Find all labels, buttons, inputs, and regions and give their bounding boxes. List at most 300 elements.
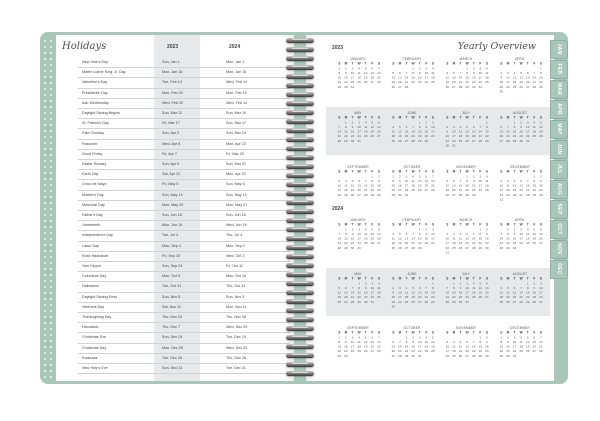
day-number: 26 — [445, 84, 450, 89]
day-number: 11 — [364, 125, 368, 129]
day-number: 28 — [424, 299, 429, 304]
day-number: 6 — [345, 286, 347, 290]
spiral-ring — [286, 38, 314, 43]
day-number: 9 — [520, 125, 522, 129]
holiday-name: Martin Luther King, Jr. Day — [82, 70, 126, 75]
weekday-letter: F — [371, 222, 374, 227]
day-number: 17 — [350, 344, 355, 349]
weekday-letter: W — [357, 61, 361, 66]
row-divider — [78, 200, 290, 201]
holiday-date-2024: Mon, May 27 — [226, 202, 248, 207]
weekday-letter: T — [351, 169, 354, 174]
day-number: 4 — [453, 232, 455, 236]
day-number: 4 — [507, 179, 509, 183]
weekday-letter: F — [425, 169, 428, 174]
day-number: 18 — [363, 129, 368, 134]
day-number: 6 — [453, 179, 455, 183]
mini-month-july — [442, 111, 490, 145]
day-number: 16 — [485, 236, 489, 241]
month-name: FEBRUARY — [402, 218, 422, 222]
weekday-letter: W — [519, 222, 523, 227]
spiral-ring — [286, 236, 314, 241]
day-number: 18 — [357, 75, 361, 80]
day-number: 22 — [417, 241, 422, 246]
day-number: 6 — [392, 340, 395, 344]
day-number: 30 — [398, 192, 402, 197]
day-number: 20 — [485, 290, 489, 295]
weekday-letter: M — [344, 169, 348, 174]
day-number: 18 — [532, 129, 537, 134]
weekday-letter: S — [377, 330, 380, 335]
mini-month-november — [442, 165, 490, 199]
month-tab-dec[interactable] — [550, 260, 568, 279]
month-tab-jan[interactable] — [550, 40, 568, 59]
day-number: 23 — [512, 241, 517, 246]
month-name: SEPTEMBER — [347, 165, 369, 169]
weekday-letter: T — [405, 169, 408, 174]
month-grid — [334, 276, 382, 308]
holiday-name: Valentine's Day — [82, 80, 108, 85]
weekday-letter: S — [485, 222, 488, 227]
mini-month-july — [442, 272, 490, 306]
day-number: 12 — [411, 290, 415, 295]
month-grid — [442, 330, 490, 362]
day-number: 13 — [465, 236, 469, 241]
month-tab-label: FEB — [556, 63, 562, 75]
day-number: 1 — [479, 335, 482, 340]
day-number: 12 — [458, 236, 463, 241]
month-grid — [388, 330, 436, 362]
holiday-date-2023: Wed, Apr 5 — [162, 141, 181, 146]
day-number: 8 — [345, 125, 347, 129]
yearly-overview-page — [306, 35, 554, 381]
weekday-letter: T — [513, 330, 516, 335]
month-tab-apr[interactable] — [550, 100, 568, 119]
day-number: 14 — [431, 179, 435, 183]
spiral-ring — [286, 164, 314, 169]
day-number: 25 — [391, 138, 396, 143]
weekday-letter: F — [371, 115, 374, 120]
day-number: 24 — [445, 353, 450, 358]
day-number: 13 — [377, 125, 381, 129]
day-number: 24 — [506, 84, 510, 89]
day-number: 17 — [499, 188, 504, 193]
day-number: 26 — [398, 138, 402, 143]
day-number: 26 — [525, 349, 530, 354]
day-number: 19 — [512, 188, 517, 193]
spiral-ring — [286, 299, 314, 304]
day-number: 24 — [424, 80, 429, 85]
day-number: 7 — [425, 286, 428, 290]
day-number: 19 — [398, 134, 402, 139]
day-number: 3 — [520, 227, 522, 232]
day-number: 8 — [540, 71, 542, 75]
day-number: 24 — [431, 134, 435, 139]
weekday-letter: S — [446, 330, 449, 335]
spiral-ring — [286, 209, 314, 214]
day-number: 1 — [526, 281, 529, 286]
day-number: 19 — [370, 236, 375, 241]
holiday-date-2024: Tue, Dec 24 — [226, 335, 246, 340]
day-number: 15 — [370, 183, 375, 188]
day-number: 14 — [532, 75, 537, 80]
day-number: 8 — [358, 286, 360, 290]
day-number: 9 — [351, 232, 354, 236]
day-number: 11 — [357, 340, 361, 344]
day-number: 6 — [533, 335, 536, 340]
day-number: 2 — [513, 227, 516, 232]
day-number: 6 — [399, 71, 401, 75]
day-number: 28 — [525, 192, 530, 197]
day-number: 10 — [452, 129, 456, 134]
day-number: 25 — [344, 192, 348, 197]
day-number: 15 — [417, 129, 422, 134]
day-number: 21 — [506, 134, 510, 139]
spiral-ring — [286, 272, 314, 277]
day-number: 1 — [486, 120, 488, 125]
month-tab-sep[interactable] — [550, 200, 568, 219]
day-number: 8 — [479, 232, 482, 236]
month-tab-mar[interactable] — [550, 80, 568, 99]
day-number: 15 — [465, 183, 469, 188]
day-number: 5 — [412, 286, 414, 290]
mini-month-september — [334, 326, 382, 360]
day-number: 5 — [364, 335, 367, 340]
day-number: 20 — [417, 295, 422, 300]
weekday-letter: W — [411, 330, 415, 335]
day-number: 8 — [479, 340, 482, 344]
day-number: 10 — [350, 71, 355, 75]
weekday-letter: F — [479, 222, 482, 227]
weekday-letter: W — [465, 61, 469, 66]
weekday-letter: S — [500, 330, 503, 335]
day-number: 20 — [370, 75, 375, 80]
day-number: 1 — [405, 335, 408, 340]
day-number: 26 — [458, 245, 463, 250]
row-divider — [78, 271, 290, 272]
weekday-letter: S — [539, 115, 542, 120]
day-number: 28 — [398, 353, 402, 358]
yearly-overview-title: Yearly Overview — [457, 41, 536, 52]
day-number: 1 — [466, 174, 468, 179]
day-number: 29 — [532, 192, 537, 197]
day-number: 27 — [370, 80, 375, 85]
day-number: 20 — [391, 349, 396, 354]
day-number: 2 — [507, 335, 509, 340]
day-number: 17 — [357, 129, 361, 134]
day-number: 4 — [345, 179, 347, 183]
day-number: 31 — [539, 299, 543, 304]
day-number: 10 — [431, 125, 435, 129]
day-number: 14 — [506, 129, 510, 134]
day-number: 21 — [499, 241, 504, 246]
day-number: 23 — [344, 349, 348, 354]
day-number: 21 — [377, 344, 381, 349]
holiday-date-2023: Sun, Apr 2 — [162, 131, 180, 136]
day-number: 4 — [500, 286, 503, 290]
day-number: 23 — [506, 349, 510, 354]
day-number: 24 — [478, 188, 483, 193]
weekday-letter: S — [431, 61, 434, 66]
month-tab-feb[interactable] — [550, 60, 568, 79]
weekday-letter: F — [533, 169, 536, 174]
weekday-letter: S — [500, 276, 503, 281]
day-number: 13 — [377, 232, 381, 236]
day-number: 22 — [344, 241, 348, 246]
weekday-letter: T — [364, 169, 367, 174]
day-number: 30 — [445, 143, 450, 147]
day-number: 19 — [337, 295, 342, 300]
day-number: 2 — [345, 335, 347, 340]
day-number: 26 — [478, 295, 483, 300]
day-number: 6 — [540, 227, 542, 232]
day-number: 24 — [452, 138, 456, 143]
day-number: 13 — [532, 340, 537, 344]
holiday-name: Earth Day — [82, 172, 99, 177]
day-number: 10 — [431, 232, 435, 236]
day-number: 2 — [364, 281, 367, 286]
day-number: 15 — [411, 75, 415, 80]
weekday-letter: S — [338, 115, 341, 120]
day-number: 16 — [350, 236, 355, 241]
holiday-date-2024: Wed, Dec 25 — [226, 345, 248, 350]
day-number: 24 — [404, 188, 409, 193]
day-number: 24 — [445, 245, 450, 250]
day-number: 24 — [357, 241, 361, 246]
row-divider — [78, 179, 290, 180]
spiral-ring — [286, 335, 314, 340]
weekday-letter: S — [539, 276, 542, 281]
weekday-letter: M — [506, 115, 510, 120]
day-number: 2 — [500, 71, 503, 75]
month-tab-label: OCT — [556, 223, 562, 235]
day-number: 28 — [431, 188, 435, 193]
month-tab-oct[interactable] — [550, 220, 568, 239]
day-number: 4 — [453, 340, 455, 344]
day-number: 23 — [417, 80, 422, 85]
weekday-letter: M — [344, 61, 348, 66]
day-number: 4 — [412, 174, 414, 179]
day-number: 7 — [472, 232, 475, 236]
day-number: 15 — [391, 183, 396, 188]
day-number: 8 — [533, 179, 536, 183]
day-number: 2 — [472, 174, 475, 179]
weekday-letter: T — [472, 61, 475, 66]
day-number: 4 — [459, 125, 462, 129]
holiday-name: Daylight Saving Ends — [82, 294, 118, 299]
weekday-letter: S — [392, 169, 395, 174]
day-number: 31 — [417, 353, 422, 358]
month-tab-may[interactable] — [550, 120, 568, 139]
month-tab-jul[interactable] — [550, 160, 568, 179]
weekday-letter: S — [431, 169, 434, 174]
day-number: 7 — [432, 174, 434, 179]
weekday-letter: S — [338, 276, 341, 281]
month-name: MARCH — [459, 218, 473, 222]
day-number: 24 — [539, 295, 543, 300]
holiday-date-2023: Wed, Feb 22 — [162, 100, 184, 105]
weekday-letter: S — [539, 61, 542, 66]
weekday-letter: T — [364, 276, 367, 281]
holiday-name: Kwanzaa — [82, 355, 98, 360]
weekday-letter: F — [371, 276, 374, 281]
mini-month-february — [388, 57, 436, 91]
day-number: 2 — [472, 66, 475, 71]
day-number: 4 — [405, 286, 408, 290]
day-number: 25 — [377, 295, 381, 300]
month-tab-aug[interactable] — [550, 180, 568, 199]
day-number: 1 — [513, 120, 516, 125]
day-number: 18 — [485, 75, 489, 80]
spiral-ring — [286, 137, 314, 142]
day-number: 28 — [506, 138, 510, 143]
weekday-letter: F — [533, 115, 536, 120]
day-number: 28 — [458, 192, 463, 197]
mini-month-september — [334, 165, 382, 199]
holidays-page — [56, 35, 294, 381]
holiday-name: Father's Day — [82, 213, 103, 217]
day-number: 2 — [345, 66, 347, 71]
weekday-letter: T — [405, 61, 408, 66]
weekday-letter: T — [364, 330, 367, 335]
day-number: 5 — [526, 335, 529, 340]
row-divider — [78, 98, 290, 99]
holiday-date-2024: Fri, Oct 11 — [226, 264, 243, 268]
day-number: 20 — [499, 134, 504, 139]
day-number: 2 — [486, 227, 488, 232]
day-number: 12 — [458, 344, 463, 349]
day-number: 23 — [471, 188, 476, 193]
day-number: 17 — [417, 344, 422, 349]
day-number: 14 — [411, 129, 415, 134]
day-number: 3 — [466, 281, 468, 286]
month-grid — [334, 115, 382, 147]
day-number: 12 — [445, 183, 450, 188]
holiday-name: Rosh Hashanah — [82, 253, 109, 258]
day-number: 28 — [478, 138, 483, 143]
spiral-ring — [286, 308, 314, 313]
weekday-letter: W — [411, 61, 415, 66]
day-number: 30 — [512, 245, 517, 250]
row-divider — [78, 251, 290, 252]
day-number: 16 — [350, 129, 355, 134]
day-number: 8 — [453, 286, 455, 290]
month-tab-nov[interactable] — [550, 240, 568, 259]
day-number: 23 — [377, 188, 381, 193]
day-number: 19 — [391, 80, 396, 85]
day-number: 1 — [507, 227, 509, 232]
day-number: 11 — [519, 340, 523, 344]
holiday-name: Passover — [82, 141, 98, 146]
weekday-letter: T — [418, 276, 421, 281]
weekday-letter: S — [338, 330, 341, 335]
day-number: 31 — [445, 250, 450, 254]
day-number: 24 — [337, 192, 342, 197]
holiday-date-2023: Tue, Jul 4 — [162, 233, 179, 238]
month-grid — [388, 115, 436, 147]
day-number: 4 — [533, 120, 536, 125]
day-number: 16 — [512, 236, 517, 241]
day-number: 22 — [452, 295, 456, 300]
day-number: 21 — [532, 80, 537, 85]
month-tab-jun[interactable] — [550, 140, 568, 159]
day-number: 11 — [364, 232, 368, 236]
day-number: 6 — [453, 71, 455, 75]
day-number: 31 — [465, 299, 469, 304]
day-number: 28 — [458, 84, 463, 89]
holiday-date-2023: Sun, Jan 1 — [162, 60, 180, 64]
day-number: 21 — [350, 295, 355, 300]
day-number: 11 — [485, 71, 489, 75]
day-number: 16 — [471, 183, 476, 188]
day-number: 9 — [446, 129, 449, 134]
month-grid — [496, 169, 544, 201]
day-number: 1 — [345, 227, 347, 232]
weekday-letter: W — [519, 330, 523, 335]
day-number: 28 — [411, 245, 415, 250]
day-number: 10 — [357, 232, 361, 236]
weekday-letter: W — [465, 115, 469, 120]
day-number: 18 — [452, 241, 456, 246]
day-number: 1 — [418, 120, 421, 125]
day-number: 12 — [431, 340, 435, 344]
holiday-date-2023: Sun, Nov 5 — [162, 294, 181, 299]
day-number: 22 — [404, 349, 409, 354]
weekday-letter: S — [392, 61, 395, 66]
weekday-letter: S — [500, 222, 503, 227]
day-number: 12 — [532, 232, 537, 236]
day-number: 22 — [478, 241, 483, 246]
weekday-letter: T — [459, 115, 462, 120]
spiral-ring — [286, 290, 314, 295]
holiday-date-2023: Sun, Dec 24 — [162, 335, 183, 340]
day-number: 22 — [506, 241, 510, 246]
day-number: 13 — [417, 290, 422, 295]
day-number: 5 — [399, 125, 401, 129]
day-number: 14 — [471, 236, 476, 241]
month-grid — [442, 61, 490, 93]
day-number: 16 — [471, 75, 476, 80]
weekday-letter: T — [405, 222, 408, 227]
month-grid — [388, 276, 436, 308]
weekday-letter: W — [465, 222, 469, 227]
day-number: 4 — [364, 227, 367, 232]
day-number: 9 — [412, 340, 414, 344]
weekday-letter: T — [405, 115, 408, 120]
day-number: 16 — [539, 183, 543, 188]
day-number: 8 — [405, 340, 408, 344]
spiral-ring — [286, 362, 314, 367]
day-number: 27 — [424, 188, 429, 193]
day-number: 3 — [479, 66, 482, 71]
weekday-letter: W — [357, 276, 361, 281]
row-divider — [78, 363, 290, 364]
day-number: 3 — [540, 281, 542, 286]
spiral-ring — [286, 128, 314, 133]
day-number: 13 — [539, 232, 543, 236]
day-number: 13 — [370, 71, 375, 75]
month-tab-label: DEC — [556, 263, 562, 275]
holiday-name: Mother's Day — [82, 192, 104, 197]
day-number: 3 — [479, 174, 482, 179]
holiday-date-2024: Sun, May 12 — [226, 192, 247, 197]
day-number: 30 — [485, 353, 489, 358]
day-number: 25 — [363, 241, 368, 246]
day-number: 16 — [424, 129, 429, 134]
weekday-letter: W — [465, 276, 469, 281]
day-number: 20 — [471, 134, 476, 139]
month-name: NOVEMBER — [456, 326, 476, 330]
